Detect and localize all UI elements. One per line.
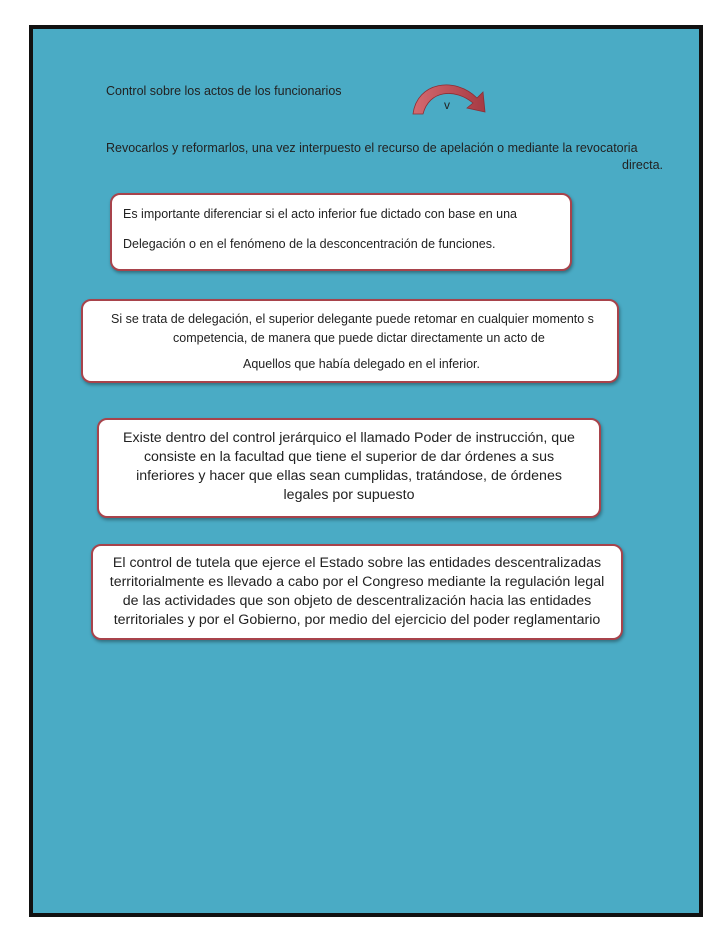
intro-line-1: Revocarlos y reformarlos, una vez interpuesto el recurso de apelación o mediante la revocatoria [106, 141, 638, 155]
box1-line-2: Delegación o en el fenómeno de la desconcentración de funciones. [123, 237, 496, 251]
box4-line-3: de las actividades que son objeto de descentralización hacia las entidades [122, 593, 592, 609]
box-poder-de-instruccion [97, 418, 601, 518]
box3-line-1: Existe dentro del control jerárquico el llamado Poder de instrucción, que [123, 430, 575, 446]
curved-arrow-icon [411, 76, 491, 116]
arrow-letter: v [444, 98, 450, 112]
box3-line-4: legales por supuesto [283, 487, 415, 503]
box3-line-2: consiste en la facultad que tiene el superior de dar órdenes a sus [143, 449, 555, 465]
box-delegation-or-deconcentration [110, 193, 572, 271]
box4-line-2: territorialmente es llevado a cabo por el Congreso mediante la regulación legal [109, 574, 605, 590]
box2-line-1: Si se trata de delegación, el superior delegante puede retomar en cualquier momento s [111, 312, 594, 326]
box2-line-3: Aquellos que había delegado en el inferior. [243, 357, 480, 371]
box1-line-1: Es importante diferenciar si el acto inferior fue dictado con base en una [123, 207, 517, 221]
box-delegation-superior [81, 299, 619, 383]
intro-line-2: directa. [622, 158, 663, 172]
box-control-de-tutela [91, 544, 623, 640]
box4-line-4: territoriales y por el Gobierno, por medio del ejercicio del poder reglamentario [113, 612, 601, 628]
box3-line-3: inferiores y hacer que ellas sean cumplidas, tratándose, de órdenes [136, 468, 562, 484]
box2-line-2: competencia, de manera que puede dictar directamente un acto de [173, 331, 545, 345]
heading-title: Control sobre los actos de los funcionarios [106, 84, 342, 98]
box4-line-1: El control de tutela que ejerce el Estado sobre las entidades descentralizadas [112, 555, 602, 571]
